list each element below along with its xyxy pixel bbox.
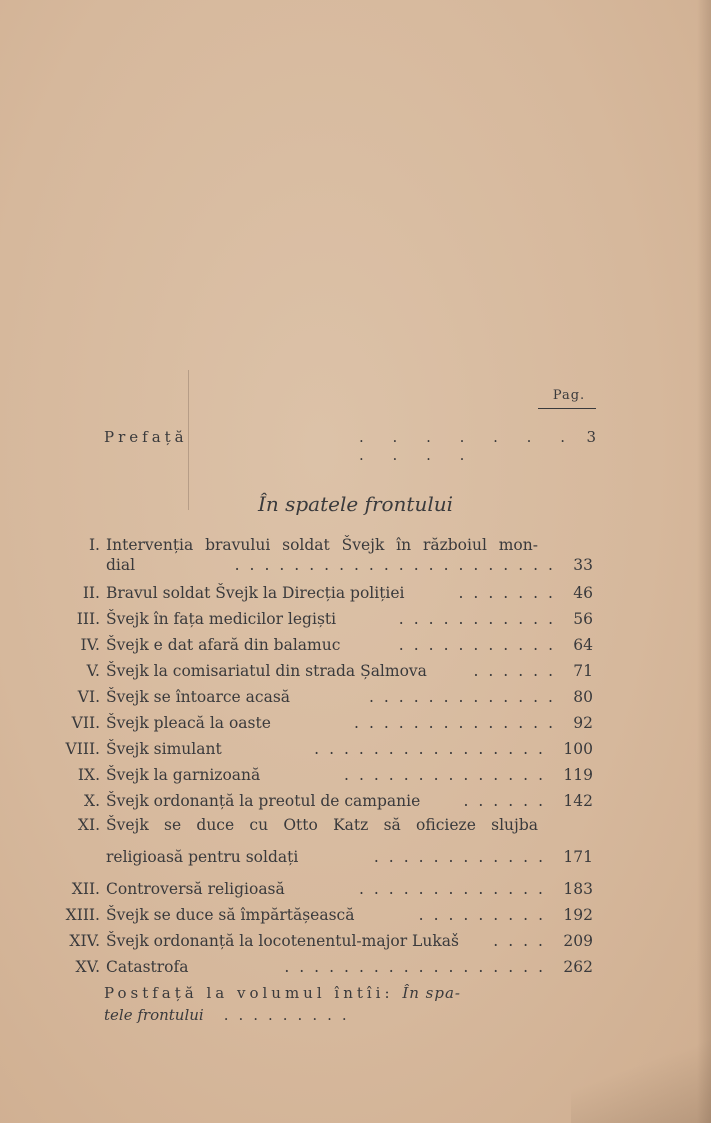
chapter-title: Švejk e dat afară din balamuc xyxy=(106,636,341,654)
toc-entry[interactable] xyxy=(0,740,711,766)
toc-entry[interactable] xyxy=(0,816,711,842)
leader-dots: .............. xyxy=(354,714,563,732)
page-number: 92 xyxy=(573,714,593,732)
chapter-title: Švejk la comisariatul din strada Șalmova xyxy=(106,662,427,680)
chapter-number: IX. xyxy=(77,766,100,784)
toc-entry-continuation[interactable] xyxy=(0,556,711,582)
leader-dots: .................. xyxy=(284,958,553,976)
toc-preface[interactable] xyxy=(104,428,596,464)
page-number: 119 xyxy=(563,766,593,784)
page-number: 56 xyxy=(573,610,593,628)
chapter-title: Catastrofa xyxy=(106,958,189,976)
preface-label: Prefață xyxy=(104,428,188,446)
chapter-title: Švejk se întoarce acasă xyxy=(106,688,291,706)
page-number: 80 xyxy=(573,688,593,706)
page-number: 142 xyxy=(563,792,593,810)
leader-dots: ............ xyxy=(373,848,553,866)
toc-entry[interactable] xyxy=(0,792,711,818)
chapter-number: V. xyxy=(86,662,100,680)
chapter-number: XI. xyxy=(77,816,100,834)
page-number: 183 xyxy=(563,880,593,898)
toc-entry[interactable] xyxy=(0,610,711,636)
toc-entry[interactable] xyxy=(0,636,711,662)
toc-entry[interactable] xyxy=(0,906,711,932)
leader-dots: .... xyxy=(493,932,553,950)
chapter-number: XV. xyxy=(75,958,100,976)
toc-entry[interactable] xyxy=(0,584,711,610)
postface-italic-2: tele frontului xyxy=(104,1006,204,1024)
chapter-title: Bravul soldat Švejk la Direcția poliției xyxy=(106,584,405,602)
page-number: 33 xyxy=(573,556,593,574)
chapter-title-line1: Intervenția bravului soldat Švejk în războiul mon- xyxy=(106,536,538,554)
chapter-title: Controversă religioasă xyxy=(106,880,285,898)
page-number: 171 xyxy=(563,848,593,866)
leader-dots: ............. xyxy=(358,880,553,898)
header-rule xyxy=(538,408,596,409)
page-number: 192 xyxy=(563,906,593,924)
chapter-title-line2: dial xyxy=(106,556,136,574)
chapter-title-line1: Švejk se duce cu Otto Katz să oficieze slujba xyxy=(106,816,538,834)
chapter-number: XII. xyxy=(71,880,100,898)
page-number: 100 xyxy=(563,740,593,758)
chapter-number: VII. xyxy=(71,714,100,732)
leader-dots: ........... xyxy=(398,610,563,628)
page-column-header: Pag. xyxy=(552,388,586,403)
chapter-title: Švejk ordonanță la locotenentul-major Lukaš xyxy=(106,932,459,950)
chapter-number: I. xyxy=(88,536,100,554)
leader-dots: ............. xyxy=(368,688,563,706)
toc-entry[interactable] xyxy=(0,932,711,958)
chapter-number: VI. xyxy=(77,688,100,706)
page-corner-shadow xyxy=(571,1033,711,1123)
chapter-title: Švejk se duce să împărtășească xyxy=(106,906,355,924)
toc-entry[interactable] xyxy=(0,662,711,688)
page-number: 3 xyxy=(586,428,596,446)
chapter-title: Švejk la garnizoană xyxy=(106,766,261,784)
leader-dots: ...... xyxy=(473,662,563,680)
chapter-number: XIV. xyxy=(69,932,100,950)
toc-entry[interactable] xyxy=(0,766,711,792)
chapter-number: III. xyxy=(76,610,100,628)
toc-entry[interactable] xyxy=(0,714,711,740)
chapter-title: Švejk în fața medicilor legiști xyxy=(106,610,337,628)
page-number: 209 xyxy=(563,932,593,950)
leader-dots: . . . . . . . . . . . xyxy=(359,428,577,464)
leader-dots: ....... xyxy=(458,584,563,602)
leader-dots: ................ xyxy=(314,740,553,758)
chapter-number: X. xyxy=(84,792,100,810)
page-number: 71 xyxy=(573,662,593,680)
chapter-number: IV. xyxy=(80,636,100,654)
page-number: 64 xyxy=(573,636,593,654)
leader-dots: ...................... xyxy=(234,556,563,574)
leader-dots: ......... xyxy=(223,1006,357,1024)
toc-entry[interactable] xyxy=(0,880,711,906)
chapter-title-line2: religioasă pentru soldați xyxy=(106,848,299,866)
toc-postface[interactable] xyxy=(104,984,544,1024)
leader-dots: ........... xyxy=(398,636,563,654)
toc-entry[interactable] xyxy=(0,958,711,984)
chapter-number: VIII. xyxy=(65,740,100,758)
chapter-title: Švejk pleacă la oaste xyxy=(106,714,271,732)
page-number: 262 xyxy=(563,958,593,976)
toc-entry[interactable] xyxy=(0,688,711,714)
chapter-title: Švejk simulant xyxy=(106,740,222,758)
page-number: 46 xyxy=(573,584,593,602)
leader-dots: ...... xyxy=(463,792,553,810)
postface-label: Postfață la volumul întîi: xyxy=(104,984,394,1002)
chapter-title: Švejk ordonanță la preotul de campanie xyxy=(106,792,421,810)
toc-entry-continuation[interactable] xyxy=(0,848,711,874)
chapter-number: XIII. xyxy=(65,906,100,924)
leader-dots: ......... xyxy=(418,906,553,924)
leader-dots: .............. xyxy=(344,766,553,784)
postface-italic-1: În spa- xyxy=(402,984,461,1002)
section-title: În spatele frontului xyxy=(257,492,454,516)
chapter-number: II. xyxy=(82,584,100,602)
